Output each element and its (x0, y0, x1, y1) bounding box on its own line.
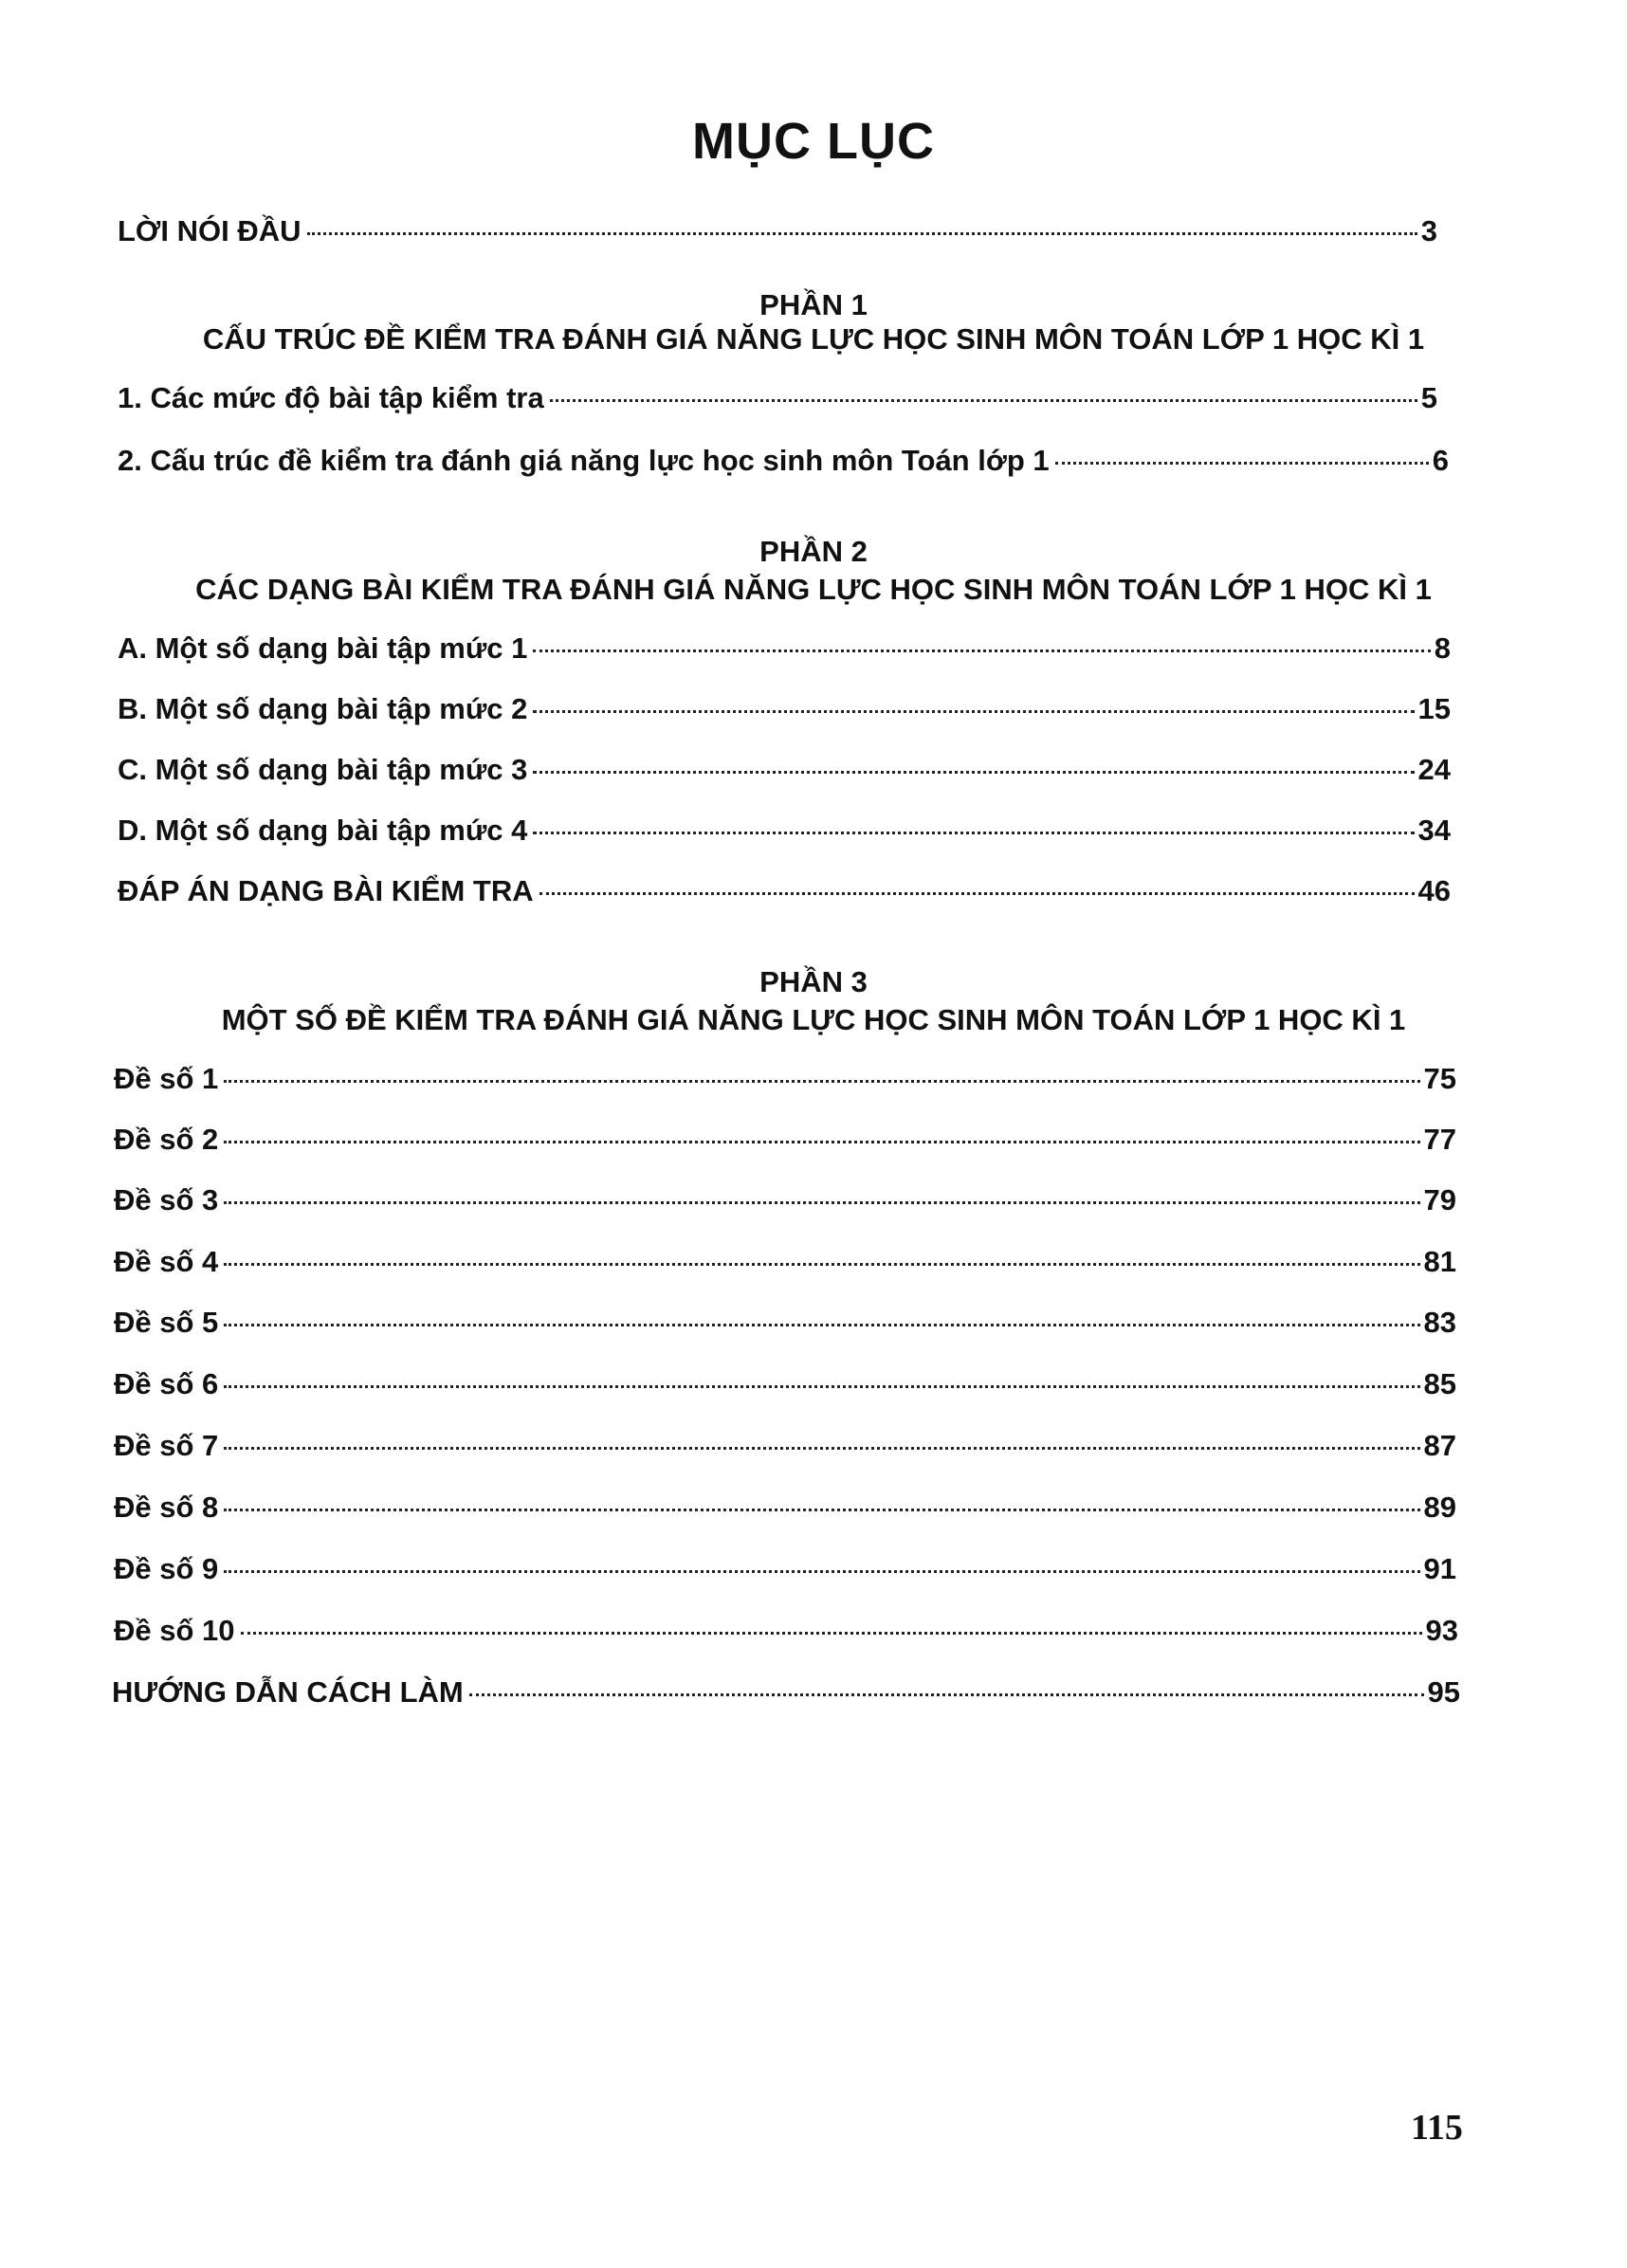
toc-entry[interactable] (114, 1550, 1456, 1588)
page-number: 115 (1411, 2108, 1463, 2148)
toc-entry-label: B. Một số dạng bài tập mức 2 (118, 692, 528, 725)
toc-entry[interactable] (114, 1489, 1456, 1527)
toc-leader-dots (224, 1324, 1419, 1326)
part2-title: CÁC DẠNG BÀI KIỂM TRA ĐÁNH GIÁ NĂNG LỰC HỌC SINH MÔN TOÁN LỚP 1 HỌC KÌ 1 (195, 573, 1432, 606)
toc-entry-label: Đề số 5 (114, 1306, 219, 1339)
toc-entry-label: D. Một số dạng bài tập mức 4 (118, 814, 528, 847)
toc-leader-dots (224, 1080, 1419, 1083)
toc-leader-dots (533, 649, 1430, 652)
toc-entry-page: 79 (1423, 1183, 1456, 1216)
toc-entry[interactable] (118, 442, 1449, 480)
toc-entry[interactable] (118, 751, 1451, 789)
toc-entry-label: HƯỚNG DẪN CÁCH LÀM (112, 1675, 464, 1709)
toc-leader-dots (533, 710, 1414, 713)
toc-leader-dots (241, 1632, 1422, 1635)
toc-entry-label: Đề số 6 (114, 1367, 219, 1400)
toc-entry-label: Đề số 10 (114, 1614, 235, 1647)
toc-leader-dots (224, 1385, 1419, 1388)
toc-entry-label: A. Một số dạng bài tập mức 1 (118, 631, 528, 665)
toc-entry-label: 2. Cấu trúc đề kiểm tra đánh giá năng lực học sinh môn Toán lớp 1 (118, 444, 1050, 477)
toc-entry-page: 6 (1432, 444, 1449, 477)
toc-entry-label: Đề số 8 (114, 1491, 219, 1524)
toc-leader-dots (469, 1693, 1424, 1696)
toc-leader-dots (224, 1570, 1419, 1573)
toc-entry[interactable] (114, 1427, 1456, 1465)
part1-heading: PHẦN 1 (759, 288, 868, 321)
toc-entry[interactable] (118, 690, 1451, 728)
toc-entry-label: Đề số 4 (114, 1245, 219, 1278)
toc-entry-intro[interactable] (118, 212, 1437, 250)
toc-entry-label: ĐÁP ÁN DẠNG BÀI KIỂM TRA (118, 874, 534, 907)
toc-entry-page: 83 (1423, 1306, 1456, 1339)
toc-entry-page: 77 (1423, 1123, 1456, 1156)
toc-entry[interactable] (118, 872, 1451, 910)
toc-entry-page: 24 (1417, 753, 1451, 786)
toc-leader-dots (539, 892, 1415, 895)
toc-entry-page: 95 (1427, 1675, 1460, 1709)
toc-leader-dots (550, 399, 1417, 402)
toc-leader-dots (224, 1201, 1419, 1204)
toc-entry[interactable] (118, 379, 1437, 417)
toc-leader-dots (224, 1263, 1419, 1266)
toc-entry-page: 89 (1423, 1491, 1456, 1524)
toc-entry-label: Đề số 9 (114, 1552, 219, 1585)
toc-leader-dots (533, 771, 1414, 774)
part3-title: MỘT SỐ ĐỀ KIỂM TRA ĐÁNH GIÁ NĂNG LỰC HỌC SINH MÔN TOÁN LỚP 1 HỌC KÌ 1 (221, 1003, 1406, 1036)
toc-leader-dots (1055, 462, 1429, 465)
toc-entry-label: LỜI NÓI ĐẦU (118, 214, 302, 247)
toc-entry-label: Đề số 7 (114, 1429, 219, 1462)
toc-entry[interactable] (114, 1060, 1456, 1098)
toc-entry-page: 15 (1417, 692, 1451, 725)
toc-entry-page: 34 (1417, 814, 1451, 847)
toc-entry-page: 85 (1423, 1367, 1456, 1400)
toc-entry-label: Đề số 2 (114, 1123, 219, 1156)
toc-entry[interactable] (114, 1365, 1456, 1403)
toc-entry[interactable] (114, 1243, 1456, 1281)
toc-entry-page: 8 (1434, 631, 1451, 665)
toc-entry-page: 75 (1423, 1062, 1456, 1095)
toc-entry-label: Đề số 1 (114, 1062, 219, 1095)
toc-entry-page: 81 (1423, 1245, 1456, 1278)
toc-entry-page: 46 (1417, 874, 1451, 907)
part2-heading: PHẦN 2 (759, 535, 868, 568)
toc-leader-dots (307, 232, 1417, 235)
toc-leader-dots (224, 1509, 1419, 1511)
toc-entry-label: C. Một số dạng bài tập mức 3 (118, 753, 528, 786)
toc-entry-page: 93 (1425, 1614, 1458, 1647)
page-title: MỤC LỤC (692, 113, 935, 170)
toc-entry[interactable] (112, 1674, 1460, 1711)
toc-entry[interactable] (118, 630, 1451, 668)
toc-entry[interactable] (114, 1181, 1456, 1219)
toc-entry-page: 87 (1423, 1429, 1456, 1462)
toc-leader-dots (224, 1141, 1419, 1143)
part1-title: CẤU TRÚC ĐỀ KIỂM TRA ĐÁNH GIÁ NĂNG LỰC HỌC SINH MÔN TOÁN LỚP 1 HỌC KÌ 1 (202, 322, 1425, 356)
toc-leader-dots (533, 832, 1414, 834)
toc-entry-page: 5 (1420, 381, 1437, 414)
toc-entry-page: 3 (1420, 214, 1437, 247)
toc-entry[interactable] (114, 1612, 1458, 1650)
toc-entry[interactable] (118, 812, 1451, 850)
toc-leader-dots (224, 1447, 1419, 1450)
toc-entry-label: 1. Các mức độ bài tập kiểm tra (118, 381, 544, 414)
toc-entry-label: Đề số 3 (114, 1183, 219, 1216)
part3-heading: PHẦN 3 (759, 965, 868, 998)
toc-entry-page: 91 (1423, 1552, 1456, 1585)
toc-entry[interactable] (114, 1121, 1456, 1159)
toc-entry[interactable] (114, 1304, 1456, 1342)
